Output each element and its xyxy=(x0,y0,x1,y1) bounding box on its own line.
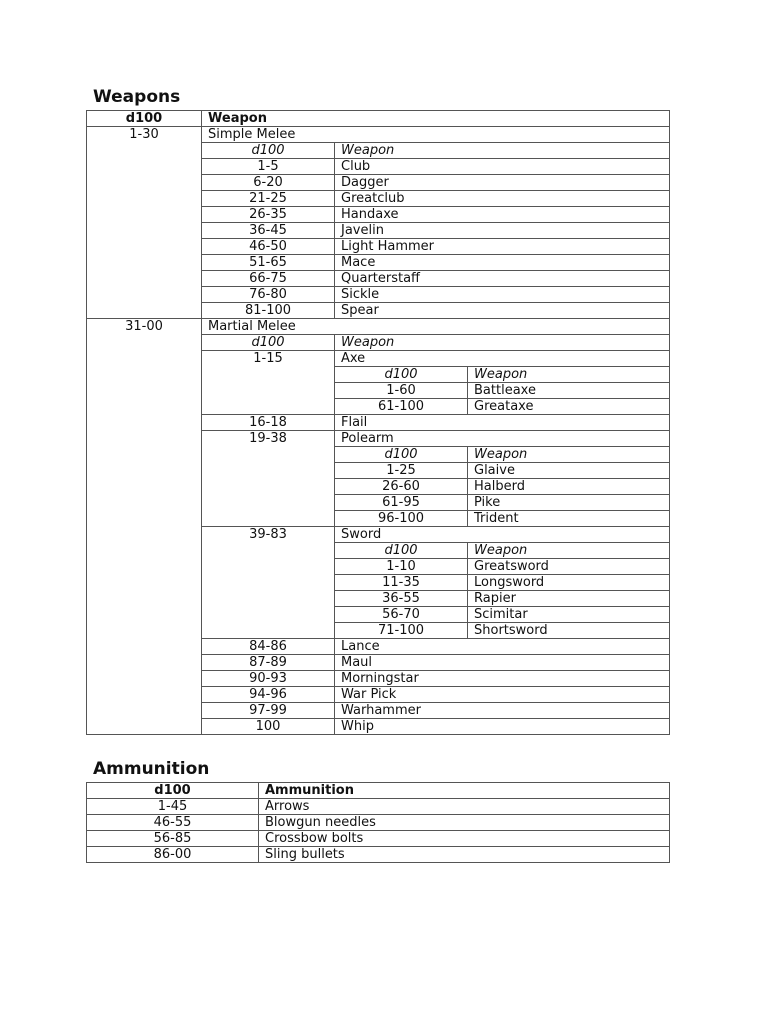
ammunition-cell: Sling bullets xyxy=(259,847,670,863)
weapon-cell: Lance xyxy=(335,639,670,655)
weapon-cell: Axe xyxy=(335,351,670,367)
weapon-cell: Greataxe xyxy=(468,399,670,415)
ammunition-header-row xyxy=(87,783,670,799)
simple-melee-roll: 1-30 xyxy=(87,127,202,319)
roll-cell: 11-35 xyxy=(335,575,468,591)
weapon-cell: Warhammer xyxy=(335,703,670,719)
ammunition-cell: Arrows xyxy=(259,799,670,815)
table-row xyxy=(87,831,670,847)
weapon-cell: Battleaxe xyxy=(468,383,670,399)
subheader-d100: d100 xyxy=(335,447,468,463)
col-header-weapon: Weapon xyxy=(202,111,670,127)
col-header-d100: d100 xyxy=(87,783,259,799)
subheader-weapon: Weapon xyxy=(335,335,670,351)
roll-cell: 90-93 xyxy=(202,671,335,687)
roll-cell: 1-5 xyxy=(202,159,335,175)
weapon-cell: Quarterstaff xyxy=(335,271,670,287)
weapon-cell: Halberd xyxy=(468,479,670,495)
weapon-cell: Club xyxy=(335,159,670,175)
weapon-cell: Polearm xyxy=(335,431,670,447)
roll-cell: 94-96 xyxy=(202,687,335,703)
subheader-d100: d100 xyxy=(202,335,335,351)
roll-cell: 100 xyxy=(202,719,335,735)
roll-cell: 61-95 xyxy=(335,495,468,511)
roll-cell: 1-25 xyxy=(335,463,468,479)
roll-cell: 36-55 xyxy=(335,591,468,607)
weapon-cell: Longsword xyxy=(468,575,670,591)
roll-cell: 36-45 xyxy=(202,223,335,239)
table-row xyxy=(87,799,670,815)
col-header-ammunition: Ammunition xyxy=(259,783,670,799)
subheader-weapon: Weapon xyxy=(468,447,670,463)
roll-cell: 97-99 xyxy=(202,703,335,719)
roll-cell: 19-38 xyxy=(202,431,335,527)
weapon-cell: Greatsword xyxy=(468,559,670,575)
roll-cell: 46-55 xyxy=(87,815,259,831)
roll-cell: 21-25 xyxy=(202,191,335,207)
subheader-weapon: Weapon xyxy=(468,367,670,383)
weapon-cell: Light Hammer xyxy=(335,239,670,255)
roll-cell: 86-00 xyxy=(87,847,259,863)
ammunition-cell: Crossbow bolts xyxy=(259,831,670,847)
table-row xyxy=(87,847,670,863)
weapon-cell: Trident xyxy=(468,511,670,527)
ammunition-table xyxy=(86,782,670,863)
roll-cell: 26-35 xyxy=(202,207,335,223)
weapon-cell: Shortsword xyxy=(468,623,670,639)
roll-cell: 1-10 xyxy=(335,559,468,575)
col-header-d100: d100 xyxy=(87,111,202,127)
weapon-cell: Flail xyxy=(335,415,670,431)
subheader-weapon: Weapon xyxy=(335,143,670,159)
weapon-cell: Whip xyxy=(335,719,670,735)
subheader-d100: d100 xyxy=(335,543,468,559)
roll-cell: 76-80 xyxy=(202,287,335,303)
roll-cell: 46-50 xyxy=(202,239,335,255)
weapons-heading: Weapons xyxy=(93,87,181,107)
roll-cell: 81-100 xyxy=(202,303,335,319)
weapon-cell: Sickle xyxy=(335,287,670,303)
roll-cell: 56-85 xyxy=(87,831,259,847)
roll-cell: 1-15 xyxy=(202,351,335,415)
weapon-cell: Spear xyxy=(335,303,670,319)
martial-melee-roll: 31-00 xyxy=(87,319,202,735)
martial-melee-label: Martial Melee xyxy=(202,319,670,335)
simple-melee-label: Simple Melee xyxy=(202,127,670,143)
weapon-cell: Maul xyxy=(335,655,670,671)
weapon-cell: Javelin xyxy=(335,223,670,239)
subheader-d100: d100 xyxy=(335,367,468,383)
weapons-header-row xyxy=(87,111,670,127)
weapon-cell: Scimitar xyxy=(468,607,670,623)
roll-cell: 51-65 xyxy=(202,255,335,271)
roll-cell: 56-70 xyxy=(335,607,468,623)
table-row xyxy=(87,319,670,335)
ammunition-cell: Blowgun needles xyxy=(259,815,670,831)
table-row xyxy=(87,815,670,831)
roll-cell: 16-18 xyxy=(202,415,335,431)
roll-cell: 6-20 xyxy=(202,175,335,191)
roll-cell: 66-75 xyxy=(202,271,335,287)
weapon-cell: Handaxe xyxy=(335,207,670,223)
roll-cell: 1-60 xyxy=(335,383,468,399)
roll-cell: 87-89 xyxy=(202,655,335,671)
ammunition-heading: Ammunition xyxy=(93,759,210,779)
roll-cell: 1-45 xyxy=(87,799,259,815)
weapon-cell: War Pick xyxy=(335,687,670,703)
weapon-cell: Glaive xyxy=(468,463,670,479)
weapon-cell: Dagger xyxy=(335,175,670,191)
weapon-cell: Mace xyxy=(335,255,670,271)
roll-cell: 84-86 xyxy=(202,639,335,655)
roll-cell: 96-100 xyxy=(335,511,468,527)
subheader-weapon: Weapon xyxy=(468,543,670,559)
weapon-cell: Sword xyxy=(335,527,670,543)
subheader-d100: d100 xyxy=(202,143,335,159)
roll-cell: 39-83 xyxy=(202,527,335,639)
weapon-cell: Rapier xyxy=(468,591,670,607)
roll-cell: 71-100 xyxy=(335,623,468,639)
roll-cell: 61-100 xyxy=(335,399,468,415)
weapons-table xyxy=(86,110,670,735)
table-row xyxy=(87,127,670,143)
weapon-cell: Morningstar xyxy=(335,671,670,687)
roll-cell: 26-60 xyxy=(335,479,468,495)
weapon-cell: Greatclub xyxy=(335,191,670,207)
weapon-cell: Pike xyxy=(468,495,670,511)
